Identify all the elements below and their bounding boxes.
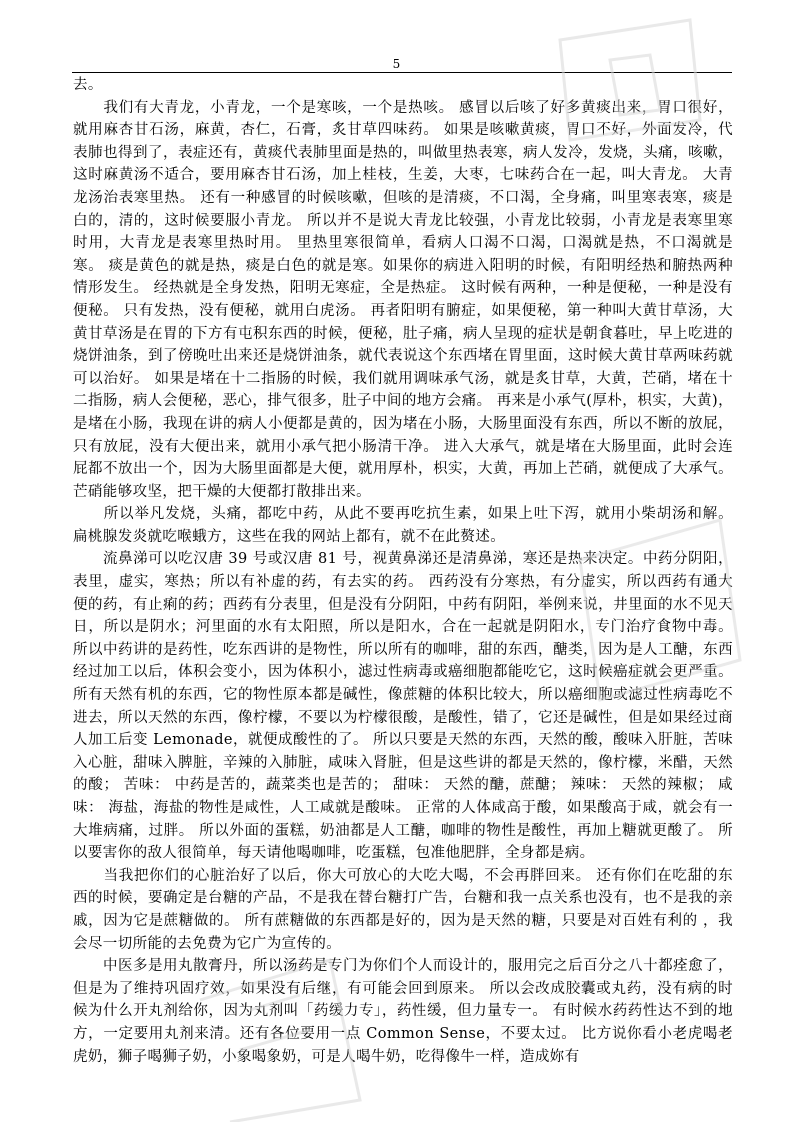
document-body: [73, 74, 733, 1068]
paragraph: 流鼻涕可以吃汉唐 39 号或汉唐 81 号，视黄鼻涕还是清鼻涕，寒还是热来决定。中药分阴阳，表里，虚实，寒热；所以有补虚的药，有去实的药。 西药没有分寒热，有分虚实，所以西药有通大便的药，有止痢的药；西药有分表里，但是没有分阴阳，中药有阴阳，举例来说，井里面的水不见天日，所以是阴水；河里面的水有太阳照，所以是阳水，合在一起就是阴阳水，专门治疗食物中毒。 所以中药讲的是药性，吃东西讲的是物性，所以所有的咖啡，甜的东西，醣类，因为是人工醣，东西经过加工以后，体积会变小，因为体积小，滤过性病毒或癌细胞都能吃它，这时候癌症就会更严重。 所有天然有机的东西，它的物性原本都是碱性，像蔗糖的体积比较大，所以癌细胞或滤过性病毒吃不进去，所以天然的东西，像柠檬，不要以为柠檬很酸，是酸性，错了，它还是碱性，但是如果经过商人加工后变 Lemonade，就便成酸性的了。 所以只要是天然的东西，天然的酸，酸味入肝脏，苦味入心脏，甜味入脾脏，辛辣的入肺脏，咸味入肾脏，但是这些讲的都是天然的，像柠檬，米醋，天然的酸； 苦味： 中药是苦的，蔬菜类也是苦的； 甜味： 天然的醣，蔗醣； 辣味： 天然的辣椒； 咸味： 海盐，海盐的物性是咸性，人工咸就是酸味。 正常的人体咸高于酸，如果酸高于咸，就会有一大堆病痛，过胖。 所以外面的蛋糕，奶油都是人工醣，咖啡的物性是酸性，再加上糖就更酸了。 所以要害你的敌人很简单，每天请他喝咖啡，吃蛋糕，包准他肥胖，全身都是病。: [73, 551, 733, 862]
paragraph: 去。: [73, 77, 103, 93]
paragraph: 我们有大青龙，小青龙，一个是寒咳，一个是热咳。 感冒以后咳了好多黄痰出来，胃口很好，就用麻杏甘石汤，麻黄，杏仁，石膏，炙甘草四味药。 如果是咳嗽黄痰，胃口不好，外面发冷，代表肺也得到了，表症还有，黄痰代表肺里面是热的，叫做里热表寒，病人发冷，发烧，头痛，咳嗽，这时麻黄汤不适合，要用麻杏甘石汤，加上桂枝，生姜，大枣，七味药合在一起，叫大青龙。 大青龙汤治表寒里热。 还有一种感冒的时候咳嗽，但咳的是清痰，不口渴，全身痛，叫里寒表寒，痰是白的，清的，这时候要服小青龙。 所以并不是说大青龙比较强，小青龙比较弱，小青龙是表寒里寒时用，大青龙是表寒里热时用。 里热里寒很简单，看病人口渴不口渴，口渴就是热，不口渴就是寒。 痰是黄色的就是热，痰是白色的就是寒。如果你的病进入阳明的时候，有阳明经热和腑热两种情形发生。 经热就是全身发热，阳明无寒症，全是热症。 这时候有两种，一种是便秘，一种是没有便秘。 只有发热，没有便秘，就用白虎汤。 再者阳明有腑症，如果便秘，第一种叫大黄甘草汤，大黄甘草汤是在胃的下方有屯积东西的时候，便秘，肚子痛，病人呈现的症状是朝食暮吐，早上吃进的烧饼油条，到了傍晚吐出来还是烧饼油条，就代表说这个东西堵在胃里面，这时候大黄甘草两味药就可以治好。 如果是堵在十二指肠的时候，我们就用调味承气汤，就是炙甘草，大黄，芒硝，堵在十二指肠，病人会便秘，恶心，排气很多，肚子中间的地方会痛。 再来是小承气(厚朴，枳实，大黄)，是堵在小肠，我现在讲的病人小便都是黄的，因为堵在小肠，大肠里面没有东西，所以不断的放屁，只有放屁，没有大便出来，就用小承气把小肠清干净。 进入大承气，就是堵在大肠里面，此时会连屁都不放出一个，因为大肠里面都是大便，就用厚朴，枳实，大黄，再加上芒硝，就便成了大承气。 芒硝能够攻坚，把干燥的大便都打散排出来。: [73, 99, 733, 500]
paragraph: 当我把你们的心脏治好了以后，你大可放心的大吃大喝，不会再胖回来。 还有你们在吃甜的东西的时候，要确定是台糖的产品，不是我在替台糖打广告，台糖和我一点关系也没有，也不是我的亲戚，因为它是蔗糖做的。 所有蔗糖做的东西都是好的，因为是天然的糖，只要是对百姓有利的 ，我会尽一切所能的去免费为它广为宣传的。: [73, 867, 733, 952]
paragraph: 中医多是用丸散膏丹，所以汤药是专门为你们个人而设计的，服用完之后百分之八十都痊愈了，但是为了维持巩固疗效，如果没有后继，有可能会回到原来。 所以会改成胶囊或丸药，没有病的时候为什么开丸剂给你，因为丸剂叫「药缓力专」，药性缓，但力量专一。 有时候水药药性达不到的地方，一定要用丸剂来清。还有各位要用一点 Common Sense，不要太过。 比方说你看小老虎喝老虎奶，狮子喝狮子奶，小象喝象奶，可是人喝牛奶，吃得像牛一样，造成妳有: [73, 958, 733, 1065]
page-number: 5: [392, 57, 401, 71]
paragraph: 所以举凡发烧，头痛，都吃中药，从此不要再吃抗生素，如果上吐下泻，就用小柴胡汤和解。 扁桃腺发炎就吃喉蛾方，这些在我的网站上都有，就不在此赘述。: [73, 506, 733, 545]
header-rule: [72, 72, 732, 73]
